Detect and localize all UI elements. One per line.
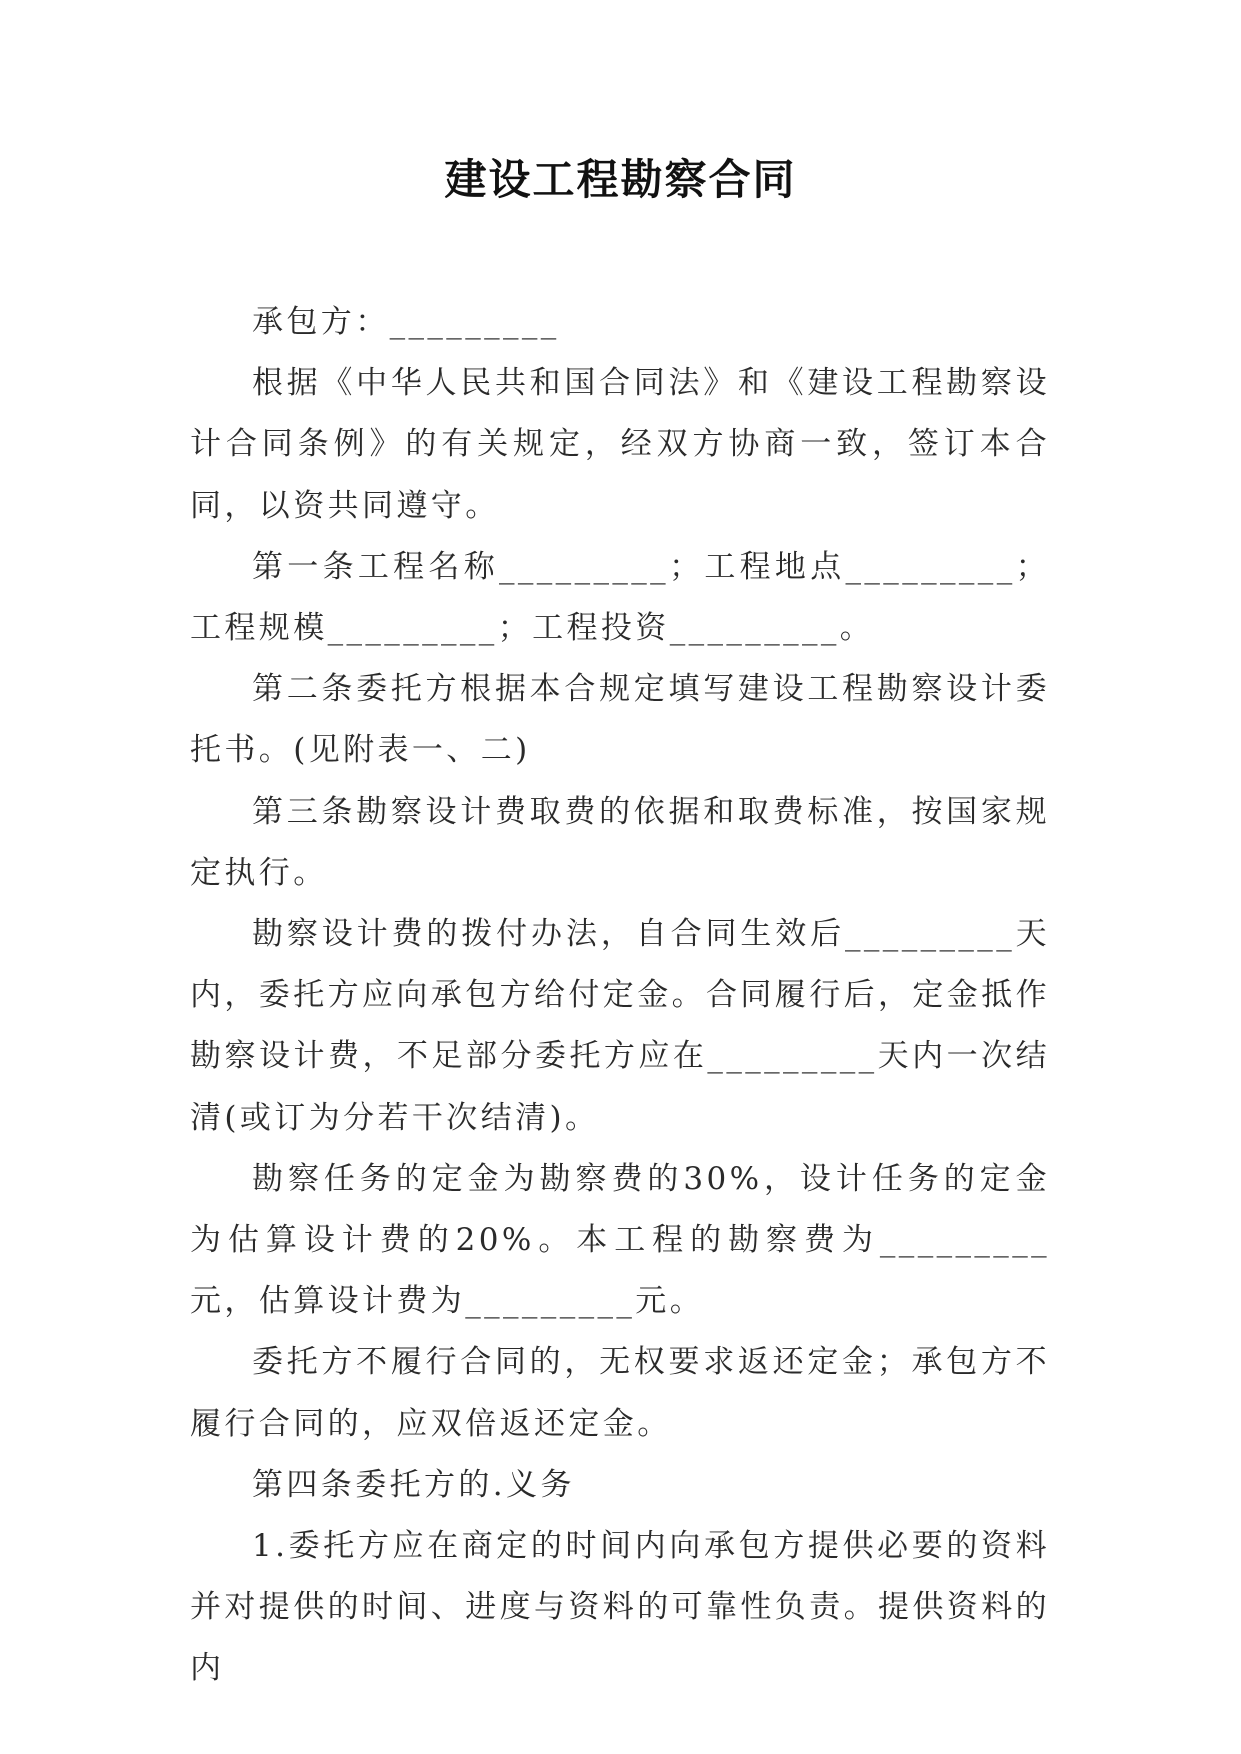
preamble-paragraph: 根据《中华人民共和国合同法》和《建设工程勘察设计合同条例》的有关规定，经双方协商一致，签订本合同，以资共同遵守。 bbox=[190, 365, 1050, 524]
document-title: 建设工程勘察合同 bbox=[444, 155, 797, 204]
deposit-paragraph: 勘察任务的定金为勘察费的30%，设计任务的定金为估算设计费的20%。本工程的勘察费为_________元，估算设计费为_________元。 bbox=[190, 1160, 1050, 1320]
article-2-paragraph: 第二条委托方根据本合规定填写建设工程勘察设计委托书。(见附表一、二) bbox=[190, 671, 1050, 769]
document-body bbox=[190, 292, 1050, 1700]
article-4-item-1: 1.委托方应在商定的时间内向承包方提供必要的资料并对提供的时间、进度与资料的可靠性负责。提供资料的内 bbox=[190, 1528, 1050, 1687]
payment-method-paragraph: 勘察设计费的拨付办法，自合同生效后_________天内，委托方应向承包方给付定金。合同履行后，定金抵作勘察设计费，不足部分委托方应在_________天内一次结清(或订为分若干次结清)。 bbox=[190, 916, 1050, 1136]
article-3-paragraph: 第三条勘察设计费取费的依据和取费标准，按国家规定执行。 bbox=[190, 793, 1050, 891]
breach-paragraph: 委托方不履行合同的，无权要求返还定金；承包方不履行合同的，应双倍返还定金。 bbox=[190, 1344, 1050, 1442]
article-4-heading: 第四条委托方的.义务 bbox=[252, 1466, 575, 1503]
article-1-paragraph: 第一条工程名称_________；工程地点_________；工程规模_________；工程投资_________。 bbox=[190, 548, 1050, 647]
party-line: 承包方：_________ bbox=[252, 304, 560, 340]
